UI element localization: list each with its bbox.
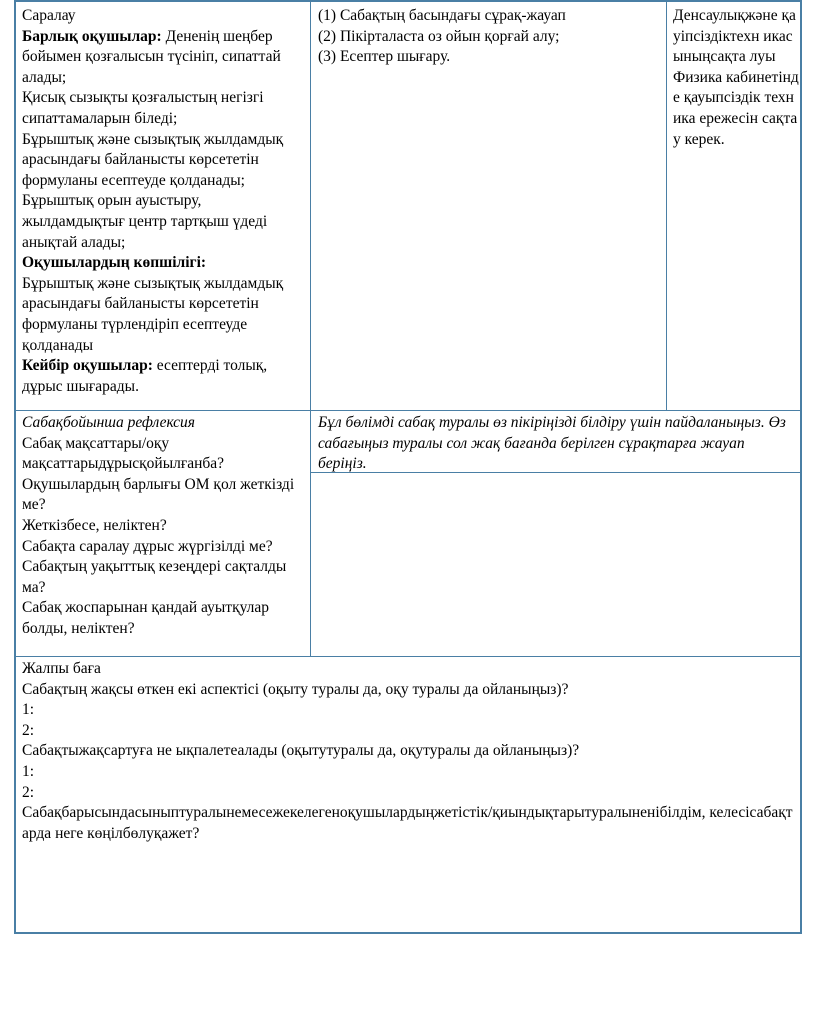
- lesson-plan-table: [14, 0, 802, 934]
- reflection-instruction-cell: [318, 413, 788, 475]
- reflection-question-5: Сабақтың уақыттық кезеңдері сақталды ма?: [22, 558, 287, 596]
- assessment-item-3: (3) Есептер шығару.: [318, 48, 451, 66]
- some-students-label: Кейбір оқушылар:: [22, 357, 153, 375]
- column-divider-2: [666, 2, 667, 410]
- some-students-paragraph: [22, 356, 308, 397]
- reflection-title: Сабақбойынша рефлексия: [22, 414, 195, 431]
- row-divider-3: [16, 656, 800, 657]
- reflection-question-4: Сабақта саралау дұрыс жүргізілді ме?: [22, 537, 273, 555]
- all-students-text-3: Бұрыштық және сызықтық жылдамдық арасындағы байланысты көрсететін формуланы есептеуде қолданады;: [22, 130, 284, 189]
- evaluation-question-2: Сабақтыжақсартуға не ықпалетеалады (оқытутуралы да, оқутуралы да ойланыңыз)?: [22, 742, 580, 760]
- health-safety-text: Денсаулықжәне қауіпсіздіктехн икасыныңсақта луы: [673, 7, 796, 66]
- evaluation-answer-1-2: 2:: [22, 721, 35, 739]
- safety-rules-text: Физика кабинетінде қауыпсіздік техника ережесін сақтау керек.: [673, 68, 799, 148]
- reflection-instruction: Бұл бөлімді сабақ туралы өз пікіріңізді білдіру үшін пайдаланыңыз. Өз сабағыңыз туралы сол жақ бағанда берілген сұрақтарға жауап беріңіз.: [318, 414, 786, 473]
- all-students-text-1: Дененің шеңбер бойымен қозғалысын түсініп, сипаттай алады;: [22, 27, 281, 86]
- evaluation-answer-1-1: 1:: [22, 701, 35, 719]
- reflection-question-1: Сабақ мақсаттары/оқу мақсаттарыдұрысқойылғанба?: [22, 434, 225, 473]
- reflection-question-2: Оқушылардың барлығы ОМ қол жеткізді ме?: [22, 475, 295, 514]
- differentiation-heading: Саралау: [22, 7, 76, 24]
- evaluation-question-3: Сабақбарысындасыныптуралынемесежекелегеноқушылардыңжетістік/қиындықтарытуралыненібілдім, келесісабақтарда неге көңілбөлуқажет?: [22, 804, 793, 842]
- differentiation-cell: [22, 6, 308, 397]
- row-divider-1: [16, 410, 800, 411]
- assessment-cell: [318, 6, 662, 68]
- most-students-label: Оқушылардың көпшілігі:: [22, 254, 207, 272]
- all-students-paragraph: [22, 27, 308, 89]
- health-safety-cell: [673, 6, 799, 150]
- reflection-question-3: Жеткізбесе, неліктен?: [22, 516, 167, 534]
- assessment-item-1: (1) Сабақтың басындағы сұрақ-жауап: [318, 7, 566, 24]
- evaluation-answer-2-2: 2:: [22, 783, 35, 801]
- overall-evaluation-cell: [22, 659, 798, 844]
- column-divider-1: [310, 2, 311, 656]
- all-students-label: Барлық оқушылар:: [22, 27, 162, 45]
- all-students-text-4: Бұрыштық орын ауыстыру, жылдамдықтығ центр тартқыш үдеді анықтай алады;: [22, 192, 268, 251]
- overall-evaluation-title: Жалпы баға: [22, 660, 101, 677]
- some-students-text: есептерді толық, дұрыс шығарады.: [22, 357, 268, 395]
- evaluation-question-1: Сабақтың жақсы өткен екі аспектісі (оқыту туралы да, оқу туралы да ойланыңыз)?: [22, 680, 569, 698]
- assessment-item-2: (2) Пікірталаста оз ойын қорғай алу;: [318, 27, 560, 45]
- most-students-text: Бұрыштық және сызықтық жылдамдық арасындағы байланысты көрсететін формуланы түрлендіріп есептеуде қолданады: [22, 274, 284, 354]
- all-students-text-2: Қисық сызықты қозғалыстың негізгі сипаттамаларын біледі;: [22, 89, 264, 127]
- reflection-question-6: Сабақ жоспарынан қандай ауытқулар болды, неліктен?: [22, 599, 270, 637]
- reflection-cell: [22, 413, 308, 640]
- evaluation-answer-2-1: 1:: [22, 762, 35, 780]
